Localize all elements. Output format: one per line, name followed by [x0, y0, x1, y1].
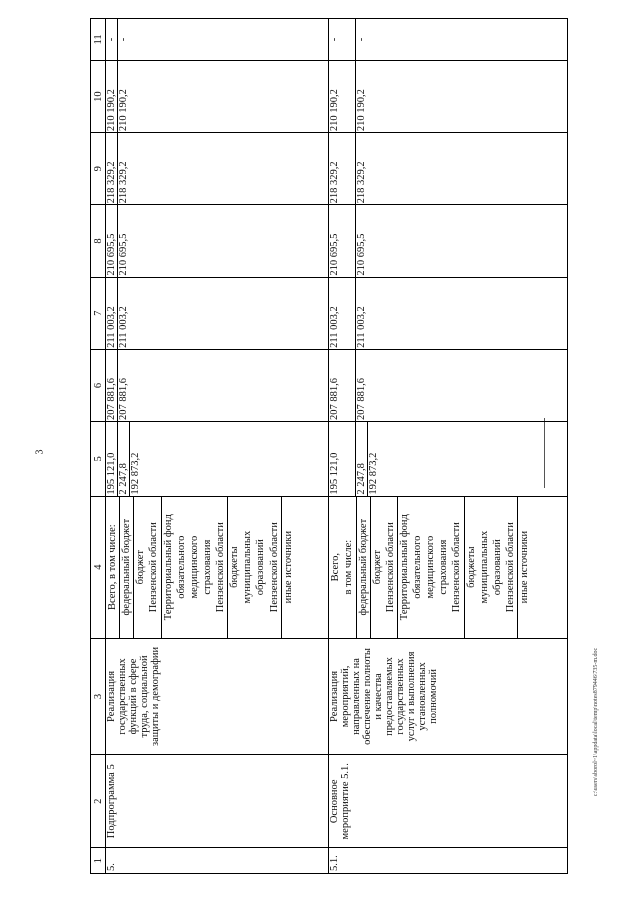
value-regional: 218 329,2 [356, 161, 368, 204]
row-number: 5. [106, 848, 329, 874]
value-regional: 207 881,6 [118, 378, 129, 421]
col9-values [329, 133, 568, 205]
funding-source: Территориальный фонд [162, 514, 174, 621]
col9-values [106, 133, 329, 205]
funding-source: федеральный бюджет [357, 497, 371, 638]
value-total: 211 003,2 [106, 278, 118, 349]
table-row [329, 19, 568, 874]
title-line: полномочий [428, 669, 440, 724]
name-line: мероприятие 5.1. [340, 763, 352, 840]
rotated-table-wrapper [90, 18, 568, 874]
row-title [106, 638, 329, 754]
funding-source: муниципальных [242, 530, 254, 604]
title-line: обеспечение полноты [362, 648, 374, 745]
value-federal: 2 247,8 [118, 422, 130, 496]
funding-source: иные источники [519, 530, 531, 604]
value-total: 210 695,5 [329, 205, 356, 276]
value-regional: 210 695,5 [356, 233, 368, 276]
header-cell-9: 9 [91, 133, 106, 205]
value-regional: 210 190,2 [356, 89, 368, 132]
funding-source: Пензенской области [214, 497, 228, 638]
col10-values [106, 60, 329, 132]
name-line: Основное [329, 779, 341, 824]
col5-values [106, 422, 329, 497]
header-cell-3: 3 [91, 638, 106, 754]
value-regional: 210 695,5 [118, 233, 129, 276]
title-line: государственных [117, 658, 128, 735]
funding-source: образований [255, 539, 267, 596]
header-cell-1: 1 [91, 848, 106, 874]
col7-values [329, 277, 568, 349]
funding-source: бюджеты [465, 546, 477, 588]
value-total: 210 190,2 [106, 61, 118, 132]
header-cell-5: 5 [91, 422, 106, 497]
row-name [329, 755, 568, 848]
col8-values [329, 205, 568, 277]
value-total: 210 190,2 [329, 61, 356, 132]
value-dash: - [356, 37, 368, 42]
header-cell-10: 10 [91, 60, 106, 132]
row-number: 5.1. [329, 848, 568, 874]
funding-source: страхования [201, 539, 213, 595]
col6-values [329, 349, 568, 421]
col5-values [329, 422, 568, 497]
title-line: Реализация [106, 670, 117, 722]
col6-values [106, 349, 329, 421]
value-total: 195 121,0 [106, 422, 118, 496]
funding-source: бюджет [371, 549, 383, 585]
title-line: предоставляемых [384, 657, 396, 736]
header-cell-4: 4 [91, 496, 106, 638]
header-cell-2: 2 [91, 755, 106, 848]
header-cell-11: 11 [91, 19, 106, 61]
funding-source: обязательного [175, 535, 187, 599]
funding-source: Пензенской области [147, 497, 161, 638]
page-number: 3 [34, 449, 46, 455]
funding-source: муниципальных [478, 530, 490, 604]
value-regional: 207 881,6 [356, 378, 368, 421]
title-line: и качества [373, 673, 385, 720]
funding-source: Пензенской области [268, 497, 282, 638]
title-line: государственных [395, 658, 407, 735]
col8-values [106, 205, 329, 277]
value-regional: 211 003,2 [356, 306, 368, 348]
value-total: 218 329,2 [106, 133, 118, 204]
value-total: 218 329,2 [329, 133, 356, 204]
col11-values [329, 19, 568, 61]
funding-source: Всего, в том числе: [106, 497, 120, 638]
header-cell-8: 8 [91, 205, 106, 277]
title-line: труда, социальной [139, 655, 150, 738]
funding-source: иные источники [282, 530, 294, 604]
funding-sources [329, 496, 568, 638]
value-federal: 2 247,8 [356, 422, 368, 496]
funding-source: Пензенской области [504, 497, 518, 638]
funding-source: медицинского [188, 535, 200, 599]
funding-source: страхования [438, 539, 450, 595]
value-regional: 192 873,2 [368, 452, 380, 495]
row-title [329, 638, 568, 754]
value-total: 207 881,6 [106, 350, 118, 421]
value-regional: 210 190,2 [118, 89, 129, 132]
value-regional: 218 329,2 [118, 161, 129, 204]
value-dash: - [118, 37, 129, 42]
funding-source: Всего, [330, 552, 342, 582]
value-regional: 192 873,2 [130, 452, 141, 495]
col11-values [106, 19, 329, 61]
title-line: направленных на [351, 658, 363, 735]
table-row [106, 19, 329, 874]
value-regional: 211 003,2 [118, 306, 129, 348]
title-line: защиты и демографии [150, 646, 161, 747]
value-dash: - [329, 19, 356, 60]
funding-sources [106, 496, 329, 638]
value-dash: - [106, 19, 118, 60]
funding-source: бюджеты [229, 546, 241, 588]
value-total: 211 003,2 [329, 278, 356, 349]
funding-source: образований [491, 539, 503, 596]
title-line: услуг и выполнения [406, 651, 418, 742]
funding-source: федеральный бюджет [120, 497, 134, 638]
funding-source: бюджет [135, 549, 147, 585]
col7-values [106, 277, 329, 349]
title-line: Реализация [329, 670, 341, 722]
value-total: 210 695,5 [106, 205, 118, 276]
title-line: мероприятий, [340, 665, 352, 728]
row-name: Подпрограмма 5 [106, 755, 329, 848]
funding-source: Пензенской области [384, 497, 398, 638]
header-cell-7: 7 [91, 277, 106, 349]
budget-table [90, 18, 568, 874]
funding-source: Территориальный фонд [398, 514, 410, 621]
col10-values [329, 60, 568, 132]
funding-source: медицинского [425, 535, 437, 599]
title-line: функций в сфере [128, 658, 139, 735]
title-line: установленных [417, 662, 429, 731]
value-total: 207 881,6 [329, 350, 356, 421]
value-total: 195 121,0 [329, 422, 356, 496]
funding-source: обязательного [412, 535, 424, 599]
footer-file-path: c:\users\sborol~1\appdata\local\temp\notes879446\735-m.doc [593, 647, 599, 797]
funding-source: Пензенской области [450, 497, 464, 638]
funding-source: в том числе: [342, 497, 356, 638]
header-row [91, 19, 106, 874]
header-cell-6: 6 [91, 349, 106, 421]
